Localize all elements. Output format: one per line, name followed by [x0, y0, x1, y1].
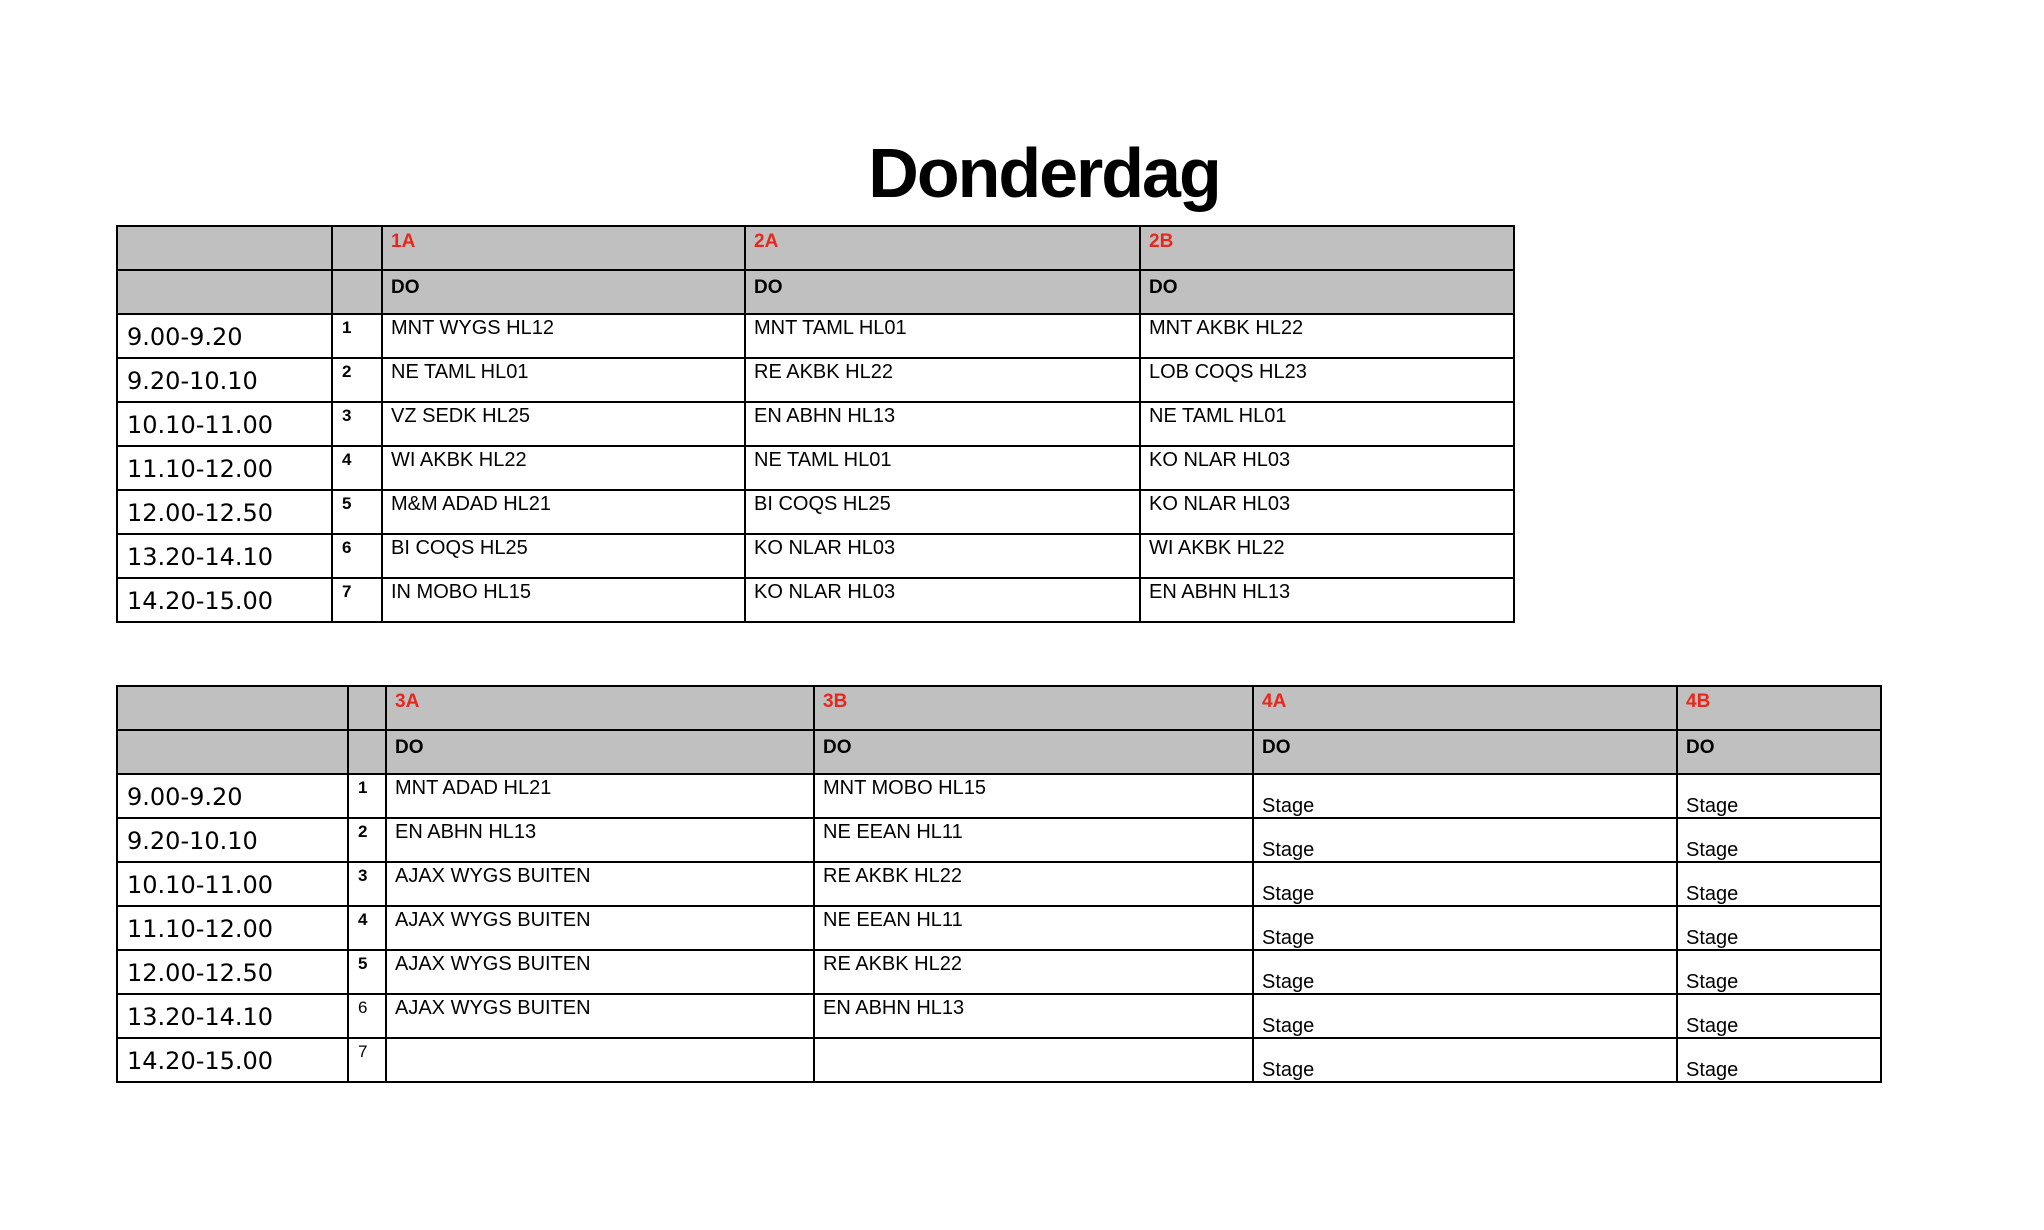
day-header: DO [814, 730, 1253, 774]
header-empty-cell [348, 730, 386, 774]
header-empty-cell [117, 270, 332, 314]
lesson-cell: MNT ADAD HL21 [386, 774, 814, 818]
table-row [117, 906, 1881, 950]
stage-cell: Stage [1253, 818, 1677, 862]
time-cell: 13.20-14.10 [117, 534, 332, 578]
day-header-row [117, 730, 1881, 774]
lesson-cell: MNT TAML HL01 [745, 314, 1140, 358]
lesson-cell: EN ABHN HL13 [386, 818, 814, 862]
lesson-cell: AJAX WYGS BUITEN [386, 950, 814, 994]
class-header: 2B [1140, 226, 1514, 270]
stage-cell: Stage [1677, 774, 1881, 818]
period-cell: 3 [332, 402, 382, 446]
lesson-cell: NE TAML HL01 [382, 358, 745, 402]
class-header: 4B [1677, 686, 1881, 730]
header-empty-cell [348, 686, 386, 730]
day-header: DO [386, 730, 814, 774]
header-empty-cell [117, 730, 348, 774]
time-cell: 12.00-12.50 [117, 950, 348, 994]
time-cell: 13.20-14.10 [117, 994, 348, 1038]
lesson-cell: NE EEAN HL11 [814, 906, 1253, 950]
table-row [117, 950, 1881, 994]
stage-cell: Stage [1677, 818, 1881, 862]
lesson-cell: M&M ADAD HL21 [382, 490, 745, 534]
table-row [117, 818, 1881, 862]
day-header-row [117, 270, 1514, 314]
stage-cell: Stage [1253, 1038, 1677, 1082]
period-cell: 5 [332, 490, 382, 534]
period-cell: 6 [332, 534, 382, 578]
table-row [117, 994, 1881, 1038]
time-cell: 9.00-9.20 [117, 314, 332, 358]
lesson-cell: NE TAML HL01 [745, 446, 1140, 490]
lesson-cell: AJAX WYGS BUITEN [386, 906, 814, 950]
table-row [117, 534, 1514, 578]
class-header: 2A [745, 226, 1140, 270]
time-cell: 9.20-10.10 [117, 818, 348, 862]
lesson-cell: RE AKBK HL22 [814, 950, 1253, 994]
lesson-cell: WI AKBK HL22 [1140, 534, 1514, 578]
header-empty-cell [332, 270, 382, 314]
lesson-cell: AJAX WYGS BUITEN [386, 862, 814, 906]
lesson-cell: MNT MOBO HL15 [814, 774, 1253, 818]
time-cell: 9.00-9.20 [117, 774, 348, 818]
time-cell: 14.20-15.00 [117, 578, 332, 622]
lesson-cell: EN ABHN HL13 [814, 994, 1253, 1038]
lesson-cell: EN ABHN HL13 [745, 402, 1140, 446]
lesson-cell: KO NLAR HL03 [745, 534, 1140, 578]
lesson-cell: KO NLAR HL03 [1140, 446, 1514, 490]
period-cell: 2 [348, 818, 386, 862]
day-header: DO [1140, 270, 1514, 314]
table-row [117, 1038, 1881, 1082]
stage-cell: Stage [1677, 950, 1881, 994]
lesson-cell [386, 1038, 814, 1082]
header-empty-cell [117, 686, 348, 730]
lesson-cell: BI COQS HL25 [382, 534, 745, 578]
lesson-cell: IN MOBO HL15 [382, 578, 745, 622]
schedule-table-1 [116, 225, 1515, 623]
stage-cell: Stage [1677, 994, 1881, 1038]
stage-cell: Stage [1253, 906, 1677, 950]
schedule-table-2 [116, 685, 1882, 1083]
period-cell: 4 [348, 906, 386, 950]
lesson-cell: MNT AKBK HL22 [1140, 314, 1514, 358]
lesson-cell: RE AKBK HL22 [745, 358, 1140, 402]
header-empty-cell [332, 226, 382, 270]
stage-cell: Stage [1677, 862, 1881, 906]
time-cell: 10.10-11.00 [117, 402, 332, 446]
lesson-cell: MNT WYGS HL12 [382, 314, 745, 358]
class-header-row [117, 226, 1514, 270]
stage-cell: Stage [1253, 994, 1677, 1038]
time-cell: 14.20-15.00 [117, 1038, 348, 1082]
period-cell: 7 [348, 1038, 386, 1082]
day-header: DO [745, 270, 1140, 314]
lesson-cell: KO NLAR HL03 [1140, 490, 1514, 534]
class-header: 3B [814, 686, 1253, 730]
table-row [117, 446, 1514, 490]
time-cell: 9.20-10.10 [117, 358, 332, 402]
class-header: 4A [1253, 686, 1677, 730]
lesson-cell: RE AKBK HL22 [814, 862, 1253, 906]
period-cell: 4 [332, 446, 382, 490]
stage-cell: Stage [1253, 950, 1677, 994]
day-header: DO [1677, 730, 1881, 774]
period-cell: 7 [332, 578, 382, 622]
stage-cell: Stage [1677, 906, 1881, 950]
time-cell: 10.10-11.00 [117, 862, 348, 906]
day-header: DO [382, 270, 745, 314]
stage-cell: Stage [1253, 862, 1677, 906]
table-row [117, 402, 1514, 446]
lesson-cell: VZ SEDK HL25 [382, 402, 745, 446]
lesson-cell: WI AKBK HL22 [382, 446, 745, 490]
period-cell: 5 [348, 950, 386, 994]
table-row [117, 578, 1514, 622]
lesson-cell: NE EEAN HL11 [814, 818, 1253, 862]
stage-cell: Stage [1253, 774, 1677, 818]
period-cell: 2 [332, 358, 382, 402]
table-row [117, 774, 1881, 818]
lesson-cell: KO NLAR HL03 [745, 578, 1140, 622]
time-cell: 11.10-12.00 [117, 906, 348, 950]
lesson-cell: LOB COQS HL23 [1140, 358, 1514, 402]
period-cell: 1 [332, 314, 382, 358]
lesson-cell: EN ABHN HL13 [1140, 578, 1514, 622]
stage-cell: Stage [1677, 1038, 1881, 1082]
class-header: 3A [386, 686, 814, 730]
class-header: 1A [382, 226, 745, 270]
lesson-cell [814, 1038, 1253, 1082]
class-header-row [117, 686, 1881, 730]
lesson-cell: AJAX WYGS BUITEN [386, 994, 814, 1038]
table-row [117, 314, 1514, 358]
lesson-cell: BI COQS HL25 [745, 490, 1140, 534]
time-cell: 12.00-12.50 [117, 490, 332, 534]
table-row [117, 490, 1514, 534]
period-cell: 3 [348, 862, 386, 906]
day-header: DO [1253, 730, 1677, 774]
header-empty-cell [117, 226, 332, 270]
page-title: Donderdag [868, 134, 1220, 212]
table-row [117, 862, 1881, 906]
period-cell: 6 [348, 994, 386, 1038]
lesson-cell: NE TAML HL01 [1140, 402, 1514, 446]
table-row [117, 358, 1514, 402]
time-cell: 11.10-12.00 [117, 446, 332, 490]
period-cell: 1 [348, 774, 386, 818]
